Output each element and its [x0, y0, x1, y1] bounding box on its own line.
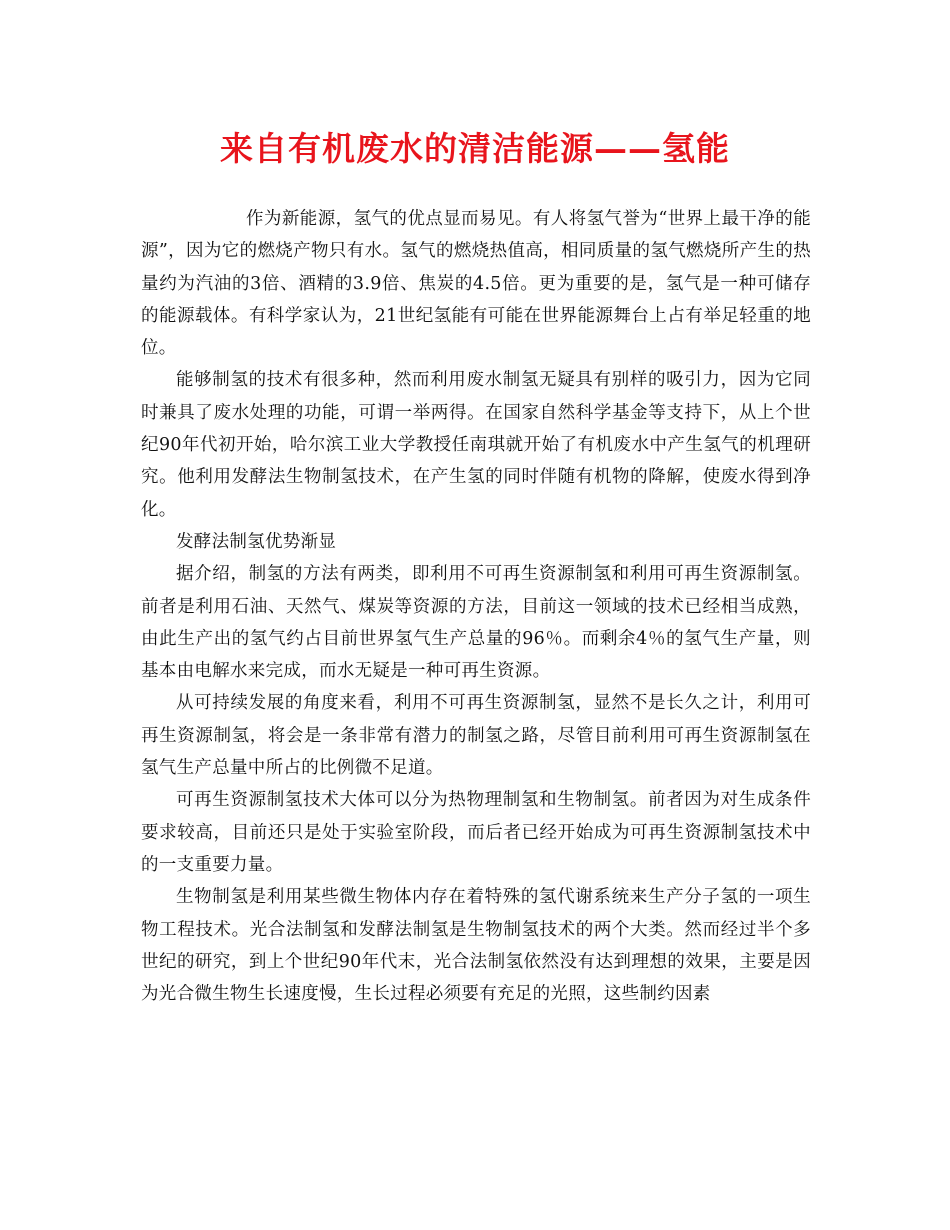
paragraph-1: 作为新能源，氢气的优点显而易见。有人将氢气誉为“世界上最干净的能源”，因为它的燃烧产物只有水。氢气的燃烧热值高，相同质量的氢气燃烧所产生的热量约为汽油的3倍、酒精的3.9倍、焦炭的4.5倍。更为重要的是，氢气是一种可储存的能源载体。有科学家认为，21世纪氢能有可能在世界能源舞台上占有举足轻重的地位。	[141, 209, 811, 359]
section-heading: 发酵法制氢优势渐显	[176, 531, 337, 552]
paragraph-3: 据介绍，制氢的方法有两类，即利用不可再生资源制氢和利用可再生资源制氢。前者是利用石油、天然气、煤炭等资源的方法，目前这一领域的技术已经相当成熟，由此生产出的氢气约占目前世界氢气生产总量的96％。而剩余4％的氢气生产量，则基本由电解水来完成，而水无疑是一种可再生资源。	[141, 564, 811, 682]
paragraph-6: 生物制氢是利用某些微生物体内存在着特殊的氢代谢系统来生产分子氢的一项生物工程技术。光合法制氢和发酵法制氢是生物制氢技术的两个大类。然而经过半个多世纪的研究，到上个世纪90年代末，光合法制氢依然没有达到理想的效果，主要是因为光合微生物生长速度慢，生长过程必须要有充足的光照，这些制约因素	[141, 887, 811, 1005]
article-body	[141, 203, 811, 1010]
paragraph-2: 能够制氢的技术有很多种，然而利用废水制氢无疑具有别样的吸引力，因为它同时兼具了废水处理的功能，可谓一举两得。在国家自然科学基金等支持下，从上个世纪90年代初开始，哈尔滨工业大学教授任南琪就开始了有机废水中产生氢气的机理研究。他利用发酵法生物制氢技术，在产生氢的同时伴随有机物的降解，使废水得到净化。	[141, 370, 811, 520]
page-title: 来自有机废水的清洁能源——氢能	[220, 129, 730, 168]
paragraph-5: 可再生资源制氢技术大体可以分为热物理制氢和生物制氢。前者因为对生成条件要求较高，目前还只是处于实验室阶段，而后者已经开始成为可再生资源制氢技术中的一支重要力量。	[141, 790, 811, 875]
paragraph-4: 从可持续发展的角度来看，利用不可再生资源制氢，显然不是长久之计，利用可再生资源制氢，将会是一条非常有潜力的制氢之路，尽管目前利用可再生资源制氢在氢气生产总量中所占的比例微不足道。	[141, 693, 811, 779]
